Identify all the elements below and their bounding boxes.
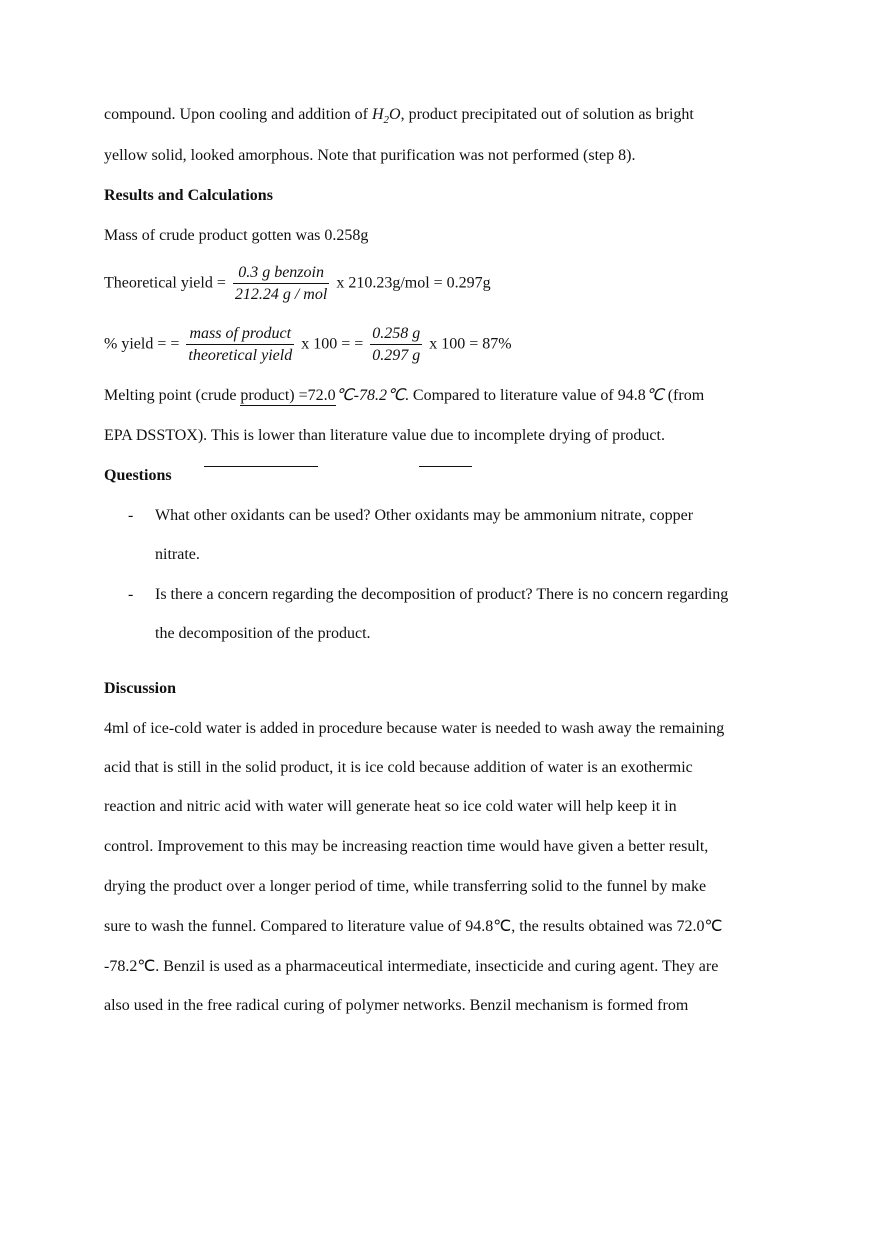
discussion-heading: Discussion (104, 680, 177, 697)
theoretical-fraction: $\frac{\text{0.3 g benzoin}}{\text{212.24 g / mol}}$ (234, 264, 328, 303)
bullet-2: - (128, 586, 134, 603)
para-line-1: compound. Upon cooling and addition of $H_2O$, product precipitated out of solution as bright (104, 106, 694, 126)
question-1-line-1: What other oxidants can be used? Other oxidants may be ammonium nitrate, copper (155, 507, 694, 524)
melting-point-line: Melting point (crude product) =72.0℃-78.2℃. Compared to literature value of 94.8℃ (from (104, 387, 705, 404)
discussion-line: sure to wash the funnel. Compared to literature value of 94.8℃, the results obtained was 72.0℃ (104, 918, 723, 935)
para-line-2: yellow solid, looked amorphous. Note that purification was not performed (step 8). (104, 147, 636, 164)
question-2-line-2: the decomposition of the product. (155, 625, 371, 642)
underline-rule-1 (204, 466, 318, 467)
discussion-line: 4ml of ice-cold water is added in procedure because water is needed to wash away the remaining (104, 720, 725, 737)
discussion-line: also used in the free radical curing of polymer networks. Benzil mechanism is formed from (104, 997, 689, 1014)
questions-heading: Questions (104, 467, 172, 484)
discussion-line: drying the product over a longer period of time, while transferring solid to the funnel by make (104, 878, 707, 895)
question-2-line-1: Is there a concern regarding the decomposition of product? There is no concern regarding (155, 586, 729, 603)
discussion-line: acid that is still in the solid product, it is ice cold because addition of water is an exothermic (104, 759, 693, 776)
discussion-line: control. Improvement to this may be increasing reaction time would have given a better result, (104, 838, 709, 855)
underline-rule-2 (419, 466, 472, 467)
percent-fraction-2: $\frac{0.258 g}{0.297 g}$ (372, 325, 421, 364)
discussion-line: reaction and nitric acid with water will generate heat so ice cold water will help keep it in (104, 798, 677, 815)
bullet-1: - (128, 507, 134, 524)
question-1-line-2: nitrate. (155, 546, 200, 563)
theoretical-yield-equation: Theoretical yield = $\frac{\text{0.3 g benzoin}}{\text{212.24 g / mol}}$ x 210.23g/mol = 0.297g (104, 264, 491, 303)
discussion-line: -78.2℃. Benzil is used as a pharmaceutical intermediate, insecticide and curing agent. They are (104, 958, 719, 975)
percent-yield-equation: % yield = = $\frac{\text{mass of product}}{\text{theoretical yield}}$ x 100 = = $\frac{0.258 g}{0.297 g}$ x 100 = 87% (104, 325, 512, 364)
h2o-formula: $H_2O$ (371, 106, 401, 126)
melting-point-line-2: EPA DSSTOX). This is lower than literature value due to incomplete drying of product. (104, 427, 665, 444)
results-heading: Results and Calculations (104, 187, 273, 204)
percent-fraction-1: $\frac{\text{mass of product}}{\text{theoretical yield}}$ (188, 325, 293, 364)
mass-line: Mass of crude product gotten was 0.258g (104, 227, 369, 244)
